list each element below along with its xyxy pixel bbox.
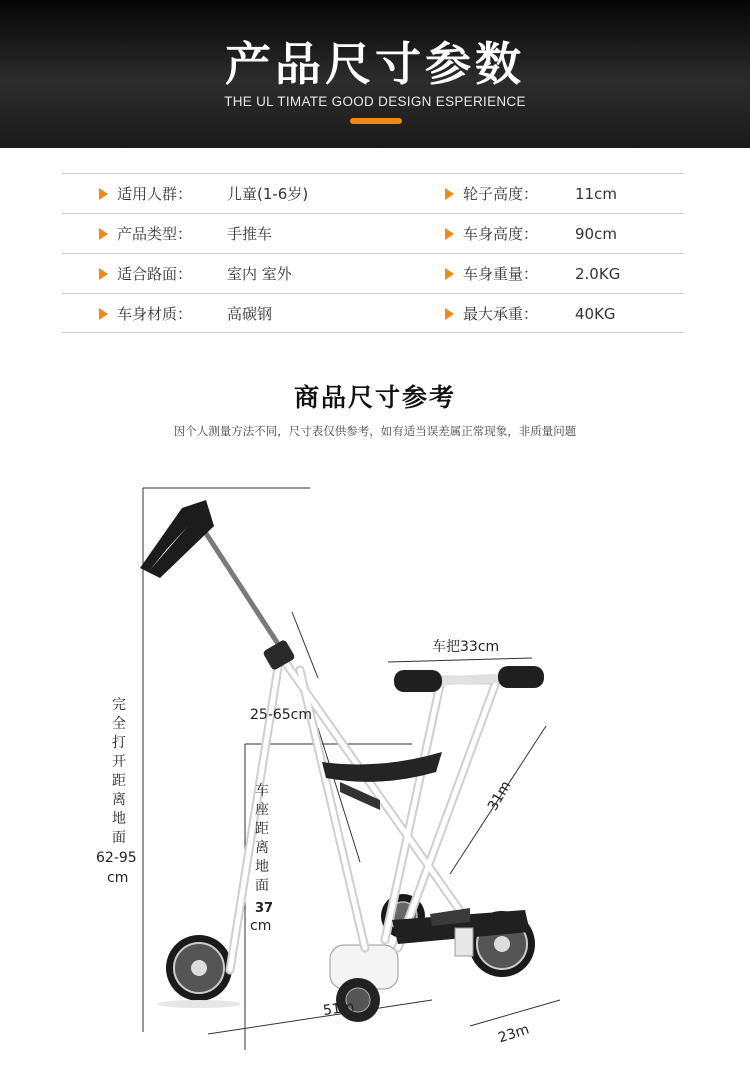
handlebar-grip-left (394, 670, 442, 692)
triangle-bullet-icon (445, 308, 454, 320)
frame-length-label: 31m (484, 778, 515, 814)
full-open-height-label: 完全打开距离地面 (112, 697, 126, 846)
width-label: 23m (496, 1021, 532, 1047)
seat-height-label: 车座距离地面 (255, 783, 269, 894)
handlebar-grip-right (498, 666, 544, 688)
push-handle-grip (140, 500, 214, 578)
banner-subtitle: THE UL TIMATE GOOD DESIGN ESPERIENCE (224, 94, 526, 109)
spec-value: 11cm (575, 185, 617, 203)
wheelbase-dimension-line (208, 1000, 432, 1034)
spec-label: 车身高度： (463, 225, 539, 243)
seat-height-value: 37 (255, 901, 274, 916)
spec-row (62, 213, 684, 253)
full-open-height-value: 62-95 (96, 850, 137, 866)
spec-row (62, 173, 684, 213)
handlebar-dimension-line (388, 658, 532, 662)
banner-accent-bar (350, 118, 402, 124)
spec-label: 适用人群： (117, 185, 193, 203)
banner-title: 产品尺寸参数 (225, 37, 525, 91)
section-note: 因个人测量方法不同，尺寸表仅供参考，如有适当误差属正常现象，非质量问题 (173, 424, 577, 438)
spec-row (62, 253, 684, 293)
spec-value: 手推车 (227, 225, 273, 243)
header-banner (0, 0, 750, 148)
wheelbase-label: 51m (322, 998, 356, 1020)
spec-value: 40KG (575, 305, 616, 323)
seat-height-unit: cm (250, 918, 272, 934)
triangle-bullet-icon (445, 268, 454, 280)
handlebar-width-label: 车把33cm (432, 639, 500, 655)
spec-value: 2.0KG (575, 265, 621, 283)
spec-label: 最大承重： (463, 305, 539, 323)
spec-label: 适合路面： (117, 265, 193, 283)
triangle-bullet-icon (99, 188, 108, 200)
full-open-height-unit: cm (107, 870, 129, 886)
stroller-dimension-diagram (0, 470, 750, 1066)
spec-label: 轮子高度： (463, 185, 539, 203)
triangle-bullet-icon (445, 228, 454, 240)
spec-value: 高碳钢 (227, 305, 273, 323)
triangle-bullet-icon (99, 268, 108, 280)
spec-value: 90cm (575, 225, 617, 243)
spec-label: 车身重量： (463, 265, 539, 283)
spec-label: 产品类型： (117, 225, 193, 243)
triangle-bullet-icon (99, 228, 108, 240)
spec-value: 室内 室外 (227, 265, 292, 283)
triangle-bullet-icon (99, 308, 108, 320)
section-title: 商品尺寸参考 (293, 383, 456, 412)
spec-value: 儿童(1-6岁) (227, 185, 309, 203)
spec-label: 车身材质： (117, 305, 193, 323)
spec-row (62, 293, 684, 333)
handle-adjust-dimension-line (292, 612, 318, 678)
spec-table (62, 173, 684, 333)
width-dimension-line (470, 1000, 560, 1026)
handle-adjust-label: 25-65cm (250, 707, 313, 723)
push-handle-rod (196, 518, 282, 650)
triangle-bullet-icon (445, 188, 454, 200)
